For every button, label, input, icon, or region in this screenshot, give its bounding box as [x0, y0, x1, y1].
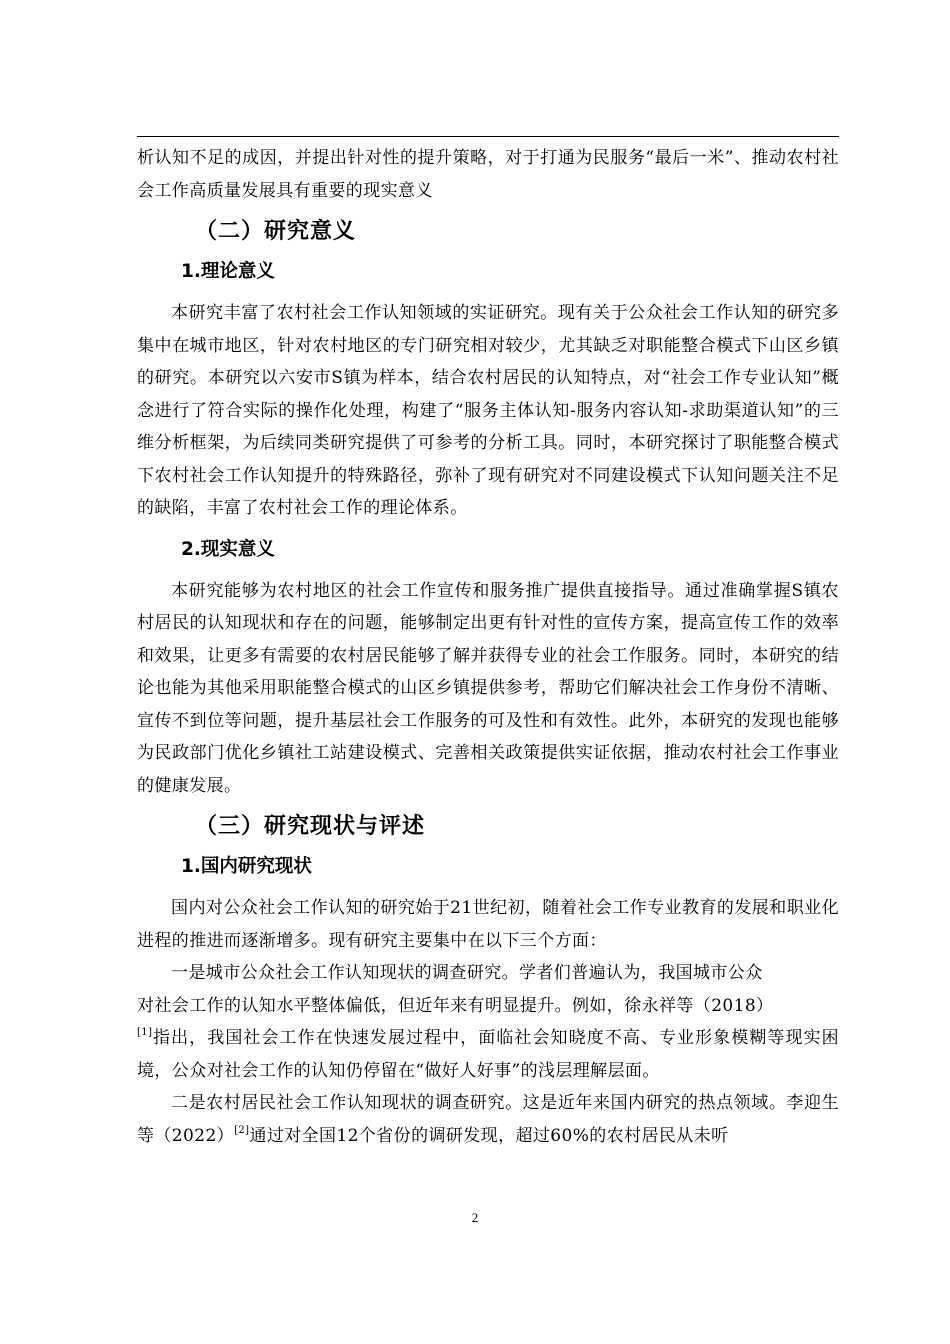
header-rule [137, 136, 839, 137]
rural-cognition-paragraph [137, 1087, 839, 1152]
domestic-research-intro-paragraph: 国内对公众社会工作认知的研究始于21世纪初，随着社会工作专业教育的发展和职业化进程的推进而逐渐增多。现有研究主要集中在以下三个方面： [137, 898, 839, 951]
subheading-theoretical-significance: 1.理论意义 [181, 261, 275, 282]
citation-ref-2[interactable]: [2] [234, 1124, 250, 1136]
page-content [137, 142, 839, 1152]
section-heading-research-status: （三）研究现状与评述 [195, 814, 426, 839]
urban-cognition-rest: 指出，我国社会工作在快速发展过程中，面临社会知晓度不高、专业形象模糊等现实困境，公众对社会工作的认知仍停留在“做好人好事”的浅层理解层面。 [137, 1028, 839, 1081]
citation-ref-1[interactable]: [1] [137, 1027, 153, 1038]
theoretical-significance-paragraph: 本研究丰富了农村社会工作认知领域的实证研究。现有关于公众社会工作认知的研究多集中在城市地区，针对农村地区的专门研究相对较少，尤其缺乏对职能整合模式下山区乡镇的研究。本研究以六安市S镇为样本，结合农村居民的认知特点，对“社会工作专业认知”概念进行了符合实际的操作化处理，构建了“服务主体认知-服务内容认知-求助渠道认知”的三维分析框架，为后续同类研究提供了可参考的分析工具。同时，本研究探讨了职能整合模式下农村社会工作认知提升的特殊路径，弥补了现有研究对不同建设模式下认知问题关注不足的缺陷，丰富了农村社会工作的理论体系。 [137, 303, 839, 518]
urban-cognition-paragraph [137, 957, 839, 1087]
subheading-practical-significance: 2.现实意义 [181, 538, 275, 560]
subheading-domestic-research: 1.国内研究现状 [181, 856, 312, 877]
urban-cognition-line2: 对社会工作的认知水平整体偏低，但近年来有明显提升。例如，徐永祥等（2018） [137, 995, 774, 1016]
practical-significance-paragraph: 本研究能够为农村地区的社会工作宣传和服务推广提供直接指导。通过准确掌握S镇农村居民的认知现状和存在的问题，能够制定出更有针对性的宣传方案，提高宣传工作的效率和效果，让更多有需要的农村居民能够了解并获得专业的社会工作服务。同时，本研究的结论也能为其他采用职能整合模式的山区乡镇提供参考，帮助它们解决社会工作身份不清晰、宣传不到位等问题，提升基层社会工作服务的可及性和有效性。此外，本研究的发现也能够为民政部门优化乡镇社工站建设模式、完善相关政策提供实证依据，推动农村社会工作事业的健康发展。 [137, 580, 839, 796]
section-heading-research-significance: （二）研究意义 [195, 219, 357, 244]
urban-cognition-line1: 一是城市公众社会工作认知现状的调查研究。学者们普遍认为，我国城市公众 [171, 963, 763, 983]
page-number: 2 [471, 1210, 479, 1225]
intro-continuation-paragraph: 析认知不足的成因，并提出针对性的提升策略，对于打通为民服务“最后一米”、推动农村社会工作高质量发展具有重要的现实意义 [137, 148, 839, 201]
rural-cognition-text-a: 二是农村居民社会工作认知现状的调查研究。这是近年来国内研究的热点领域。李迎生等（2022） [137, 1093, 839, 1146]
rural-cognition-text-b: 通过对全国12个省份的调研发现，超过60%的农村居民从未听 [249, 1125, 729, 1146]
